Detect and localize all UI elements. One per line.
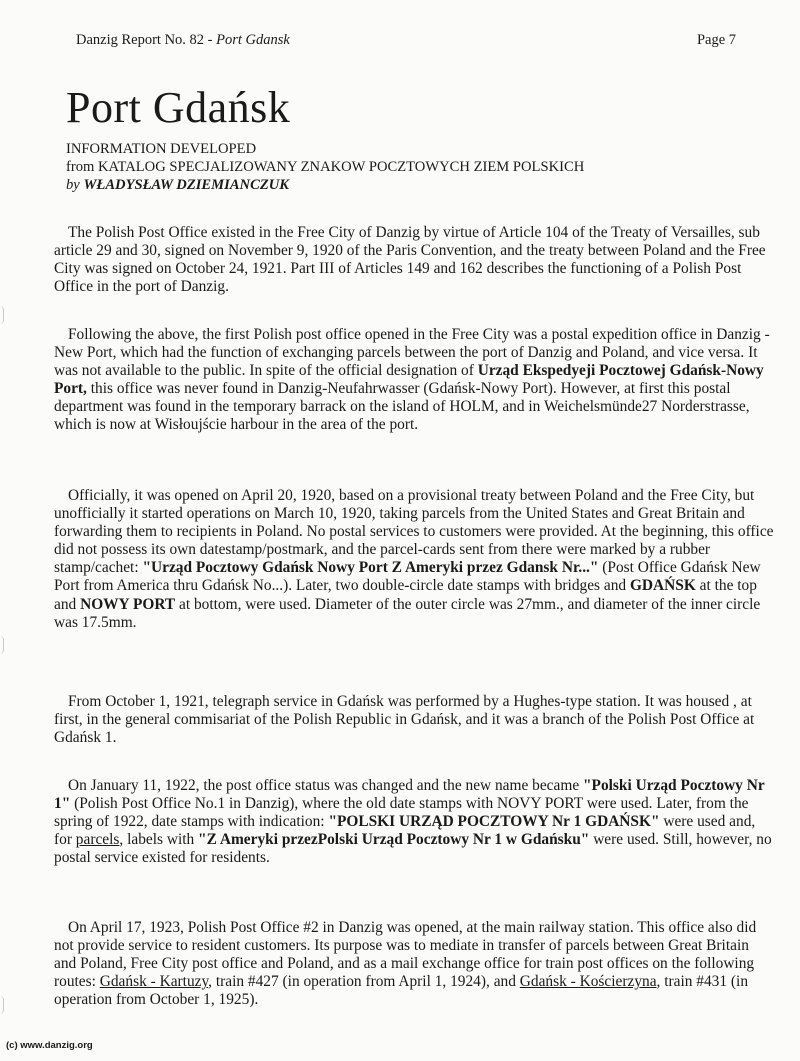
author-name: WŁADYSŁAW DZIEMIANCZUK (83, 177, 290, 193)
paragraph-5: On January 11, 1922, the post office status was changed and the new name became "Polski Urząd Pocztowy Nr 1" (Polish Post Office No.1 in Danzig), where the old date stamps with NOVY PORT were used. Later, from the spring of 1922, date stamps with indication: "POLSKI URZĄD POCZTOWY Nr 1 GDAŃSK" were used and, for parcels, labels with "Z Ameryki przezPolski Urząd Pocztowy Nr 1 w Gdańsku" were used. Still, however, no postal service existed for residents. (54, 777, 772, 867)
route-koscierzyna: Gdańsk - Kościerzyna (519, 973, 657, 991)
report-subtitle: Port Gdansk (216, 32, 290, 48)
scan-edge-mark (0, 636, 4, 654)
paragraph-2: Following the above, the first Polish post office opened in the Free City was a postal expedition office in Danzig - New Port, which had the function of exchanging parcels between the port of Danzig and Poland, and vice versa. It was not available to the public. In spite of the official designation of Urząd Ekspedyeji Pocztowej Gdańsk-Nowy Port, this office was never found in Danzig-Neufahrwasser (Gdańsk-Nowy Port). However, at first this postal department was found in the temporary barrack on the island of HOLM, and in Weichelsmünde27 Norderstrasse, which is now at Wisłoujście harbour in the area of the port. (54, 326, 770, 434)
paragraph-6: On April 17, 1923, Polish Post Office #2 in Danzig was opened, at the main railway station. This office also did not provide service to resident customers. Its purpose was to mediate in transfer of parcels between Great Britain and Poland, Free City post office and Poland, and as a mail exchange office for train post offices on the following routes: Gdańsk - Kartuzy, train #427 (in operation from April 1, 1924), and Gdańsk - Kościerzyna, train #431 (in operation from October 1, 1925). (54, 919, 757, 1009)
scan-edge-mark (0, 306, 4, 324)
page-number: Page 7 (696, 32, 736, 48)
source-line-2: from KATALOG SPECJALIZOWANY ZNAKOW POCZTOWYCH ZIEM POLSKICH (66, 159, 585, 175)
article-title: Port Gdańsk (66, 83, 291, 132)
copyright-footer: (c) www.danzig.org (6, 1040, 93, 1051)
source-line-1: INFORMATION DEVELOPED (66, 141, 257, 157)
scan-edge-mark (0, 996, 4, 1014)
paragraph-1: The Polish Post Office existed in the Free City of Danzig by virtue of Article 104 of the Treaty of Versailles, sub article 29 and 30, signed on November 9, 1920 of the Paris Convention, and the treaty between Poland and the Free City was signed on October 24, 1921. Part III of Articles 149 and 162 describes the functioning of a Polish Post Office in the port of Danzig. (54, 224, 766, 296)
route-kartuzy: Gdańsk - Kartuzy (99, 973, 209, 991)
report-title: Danzig Report No. 82 - Port Gdansk (76, 32, 290, 48)
author-byline: by WŁADYSŁAW DZIEMIANCZUK (66, 177, 290, 193)
source-credit (66, 140, 584, 194)
paragraph-4: From October 1, 1921, telegraph service in Gdańsk was performed by a Hughes-type station. It was housed , at first, in the general commisariat of the Polish Republic in Gdańsk, and it was a branch of the Polish Post Office at Gdańsk 1. (54, 693, 755, 747)
paragraph-3: Officially, it was opened on April 20, 1920, based on a provisional treaty between Poland and the Free City, but unofficially it started operations on March 10, 1920, taking parcels from the United States and Great Britain and forwarding them to recipients in Poland. No postal services to customers were provided. At the beginning, this office did not possess its own datestamp/postmark, and the parcel-cards sent from there were marked by a rubber stamp/cachet: "Urząd Pocztowy Gdańsk Nowy Port Z Ameryki przez Gdansk Nr..." (Post Office Gdańsk New Port from America thru Gdańsk No...). Later, two double-circle date stamps with bridges and GDAŃSK at the top and NOWY PORT at bottom, were used. Diameter of the outer circle was 27mm., and diameter of the inner circle was 17.5mm. (54, 487, 774, 631)
underlined-word: parcels (75, 831, 120, 849)
